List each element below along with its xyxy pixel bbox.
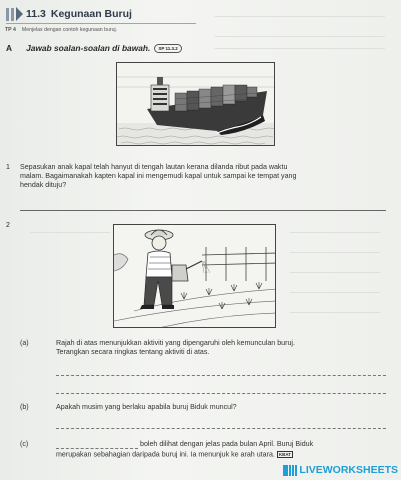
question-2-number: 2 — [6, 222, 10, 229]
tp-label: TP 4 — [5, 27, 16, 33]
header-divider — [6, 23, 196, 24]
question-1-answer-line[interactable] — [20, 210, 386, 211]
question-2a-text — [56, 339, 394, 357]
bleed-through-line — [215, 36, 385, 37]
instruction-text: Jawab soalan-soalan di bawah. — [26, 43, 151, 53]
bleed-through-line — [290, 292, 380, 293]
question-2c-blank[interactable] — [56, 448, 138, 449]
question-2a-answer-line[interactable] — [56, 375, 386, 376]
question-2b-label: (b) — [20, 403, 29, 411]
header-bars-icon — [6, 8, 14, 21]
liveworksheets-icon — [283, 465, 297, 476]
question-2c-label: (c) — [20, 440, 29, 448]
header-arrow-icon — [16, 7, 23, 21]
cargo-ship-illustration — [116, 62, 275, 146]
bleed-through-line — [215, 48, 385, 49]
question-2a-label: (a) — [20, 339, 29, 347]
section-number: 11.3 — [26, 8, 46, 20]
liveworksheets-text: LIVEWORKSHEETS — [299, 464, 398, 476]
question-1-number: 1 — [6, 164, 10, 171]
bleed-through-line — [290, 252, 380, 253]
question-2c-line1: boleh dilihat dengan jelas pada bulan April. Buruj Biduk — [140, 440, 314, 448]
tp-text: Menjelas dengan contoh kegunaan buruj. — [21, 27, 118, 33]
bleed-through-line — [290, 312, 380, 313]
question-2b-answer-line[interactable] — [56, 428, 386, 429]
section-header — [6, 6, 132, 22]
section-title: Kegunaan Buruj — [50, 8, 132, 20]
question-1-line: hendak dituju? — [20, 181, 67, 189]
question-2c-line2 — [56, 450, 346, 459]
liveworksheets-logo — [283, 464, 398, 476]
sp-badge: SP 11.3.2 — [154, 44, 181, 53]
question-2a-line: Rajah di atas menunjukkan aktiviti yang dipengaruhi oleh kemunculan buruj. — [56, 339, 295, 347]
bleed-through-line — [290, 232, 380, 233]
instruction-row — [6, 43, 182, 53]
tp-level — [5, 27, 117, 33]
bleed-through-line — [30, 232, 110, 233]
question-1-line: Sepasukan anak kapal telah hanyut di tengah lautan kerana dilanda ribut pada waktu — [20, 163, 288, 171]
kbat-badge: KBAT — [278, 452, 292, 457]
question-2c-line2-text: merupakan sebahagian daripada buruj ini. Ia menunjuk ke arah utara. — [56, 450, 275, 459]
question-1-text — [20, 163, 395, 190]
bleed-through-line — [215, 16, 385, 17]
section-letter: A — [6, 43, 13, 53]
farmer-watering-illustration — [113, 224, 276, 328]
bleed-through-line — [290, 272, 380, 273]
question-2a-answer-line[interactable] — [56, 393, 386, 394]
question-1-line: malam. Bagaimanakah kapten kapal ini mengemudi kapal untuk sampai ke tempat yang — [20, 172, 297, 180]
question-2b-text: Apakah musim yang berlaku apabila buruj Biduk muncul? — [56, 403, 237, 411]
question-2a-line: Terangkan secara ringkas tentang aktiviti di atas. — [56, 348, 210, 356]
